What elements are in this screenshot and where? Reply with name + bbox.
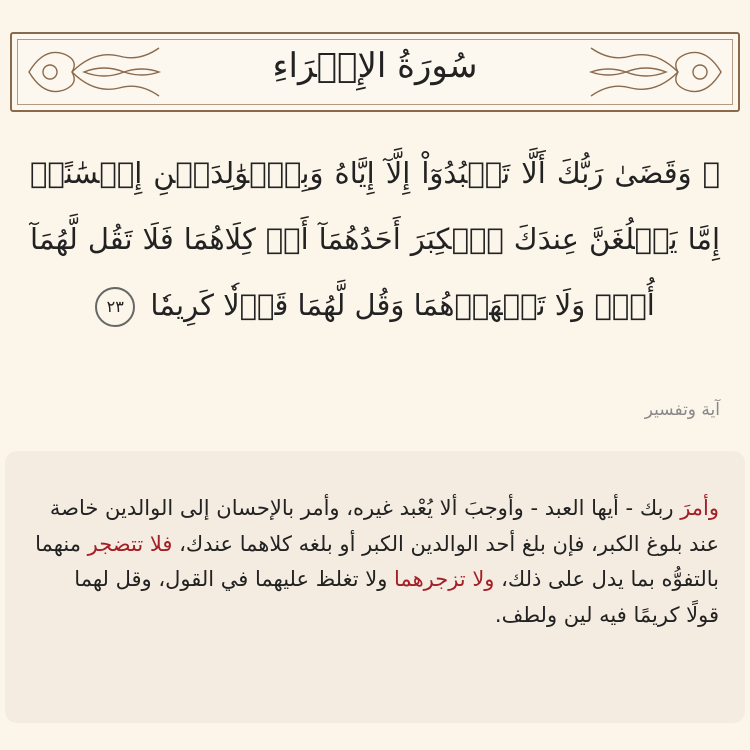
tafsir-highlight: فلا تتضجر [87,531,173,556]
surah-header-frame [10,32,740,112]
surah-title: سُورَةُ الإِسۡرَاءِ [272,46,478,86]
section-label: آية وتفسير [644,400,720,420]
tafsir-highlight: وأمرَ [680,496,719,520]
verse-text [30,140,720,338]
tafsir-highlight: ولا تزجرهما [394,567,495,591]
tafsir-text [35,491,719,633]
tafsir-segment: ولا تغلظ عليهما في القول، وقل لهما قولًا كريمًا فيه لين ولطف. [74,567,719,627]
ayah-number-badge: ٢٣ [95,287,135,327]
tafsir-segment: ربك - أيها العبد - وأوجبَ ألا يُعْبد غيره، وأمر بالإحسان إلى الوالدين خاصة عند بلوغ الكبر، فإن بلغ أحد الوالدين الكبر أو بلغه كلاهما عندك، [49,496,719,556]
tafsir-card [5,451,745,723]
verse-body: ۞ وَقَضَىٰ رَبُّكَ أَلَّا تَعۡبُدُوٓاْ إِلَّآ إِيَّاهُ وَبِٱلۡوَٰلِدَيۡنِ إِحۡسَٰنًاۚ إِمَّا يَبۡلُغَنَّ عِندَكَ ٱلۡكِبَرَ أَحَدُهُمَآ أَوۡ كِلَاهُمَا فَلَا تَقُل لَّهُمَآ أُفّٖ وَلَا تَنۡهَرۡهُمَا وَقُل لَّهُمَا قَوۡلٗا كَرِيمٗا [30,156,720,322]
tafsir-segment: منهما بالتفوُّه بما يدل على ذلك، [35,531,719,591]
